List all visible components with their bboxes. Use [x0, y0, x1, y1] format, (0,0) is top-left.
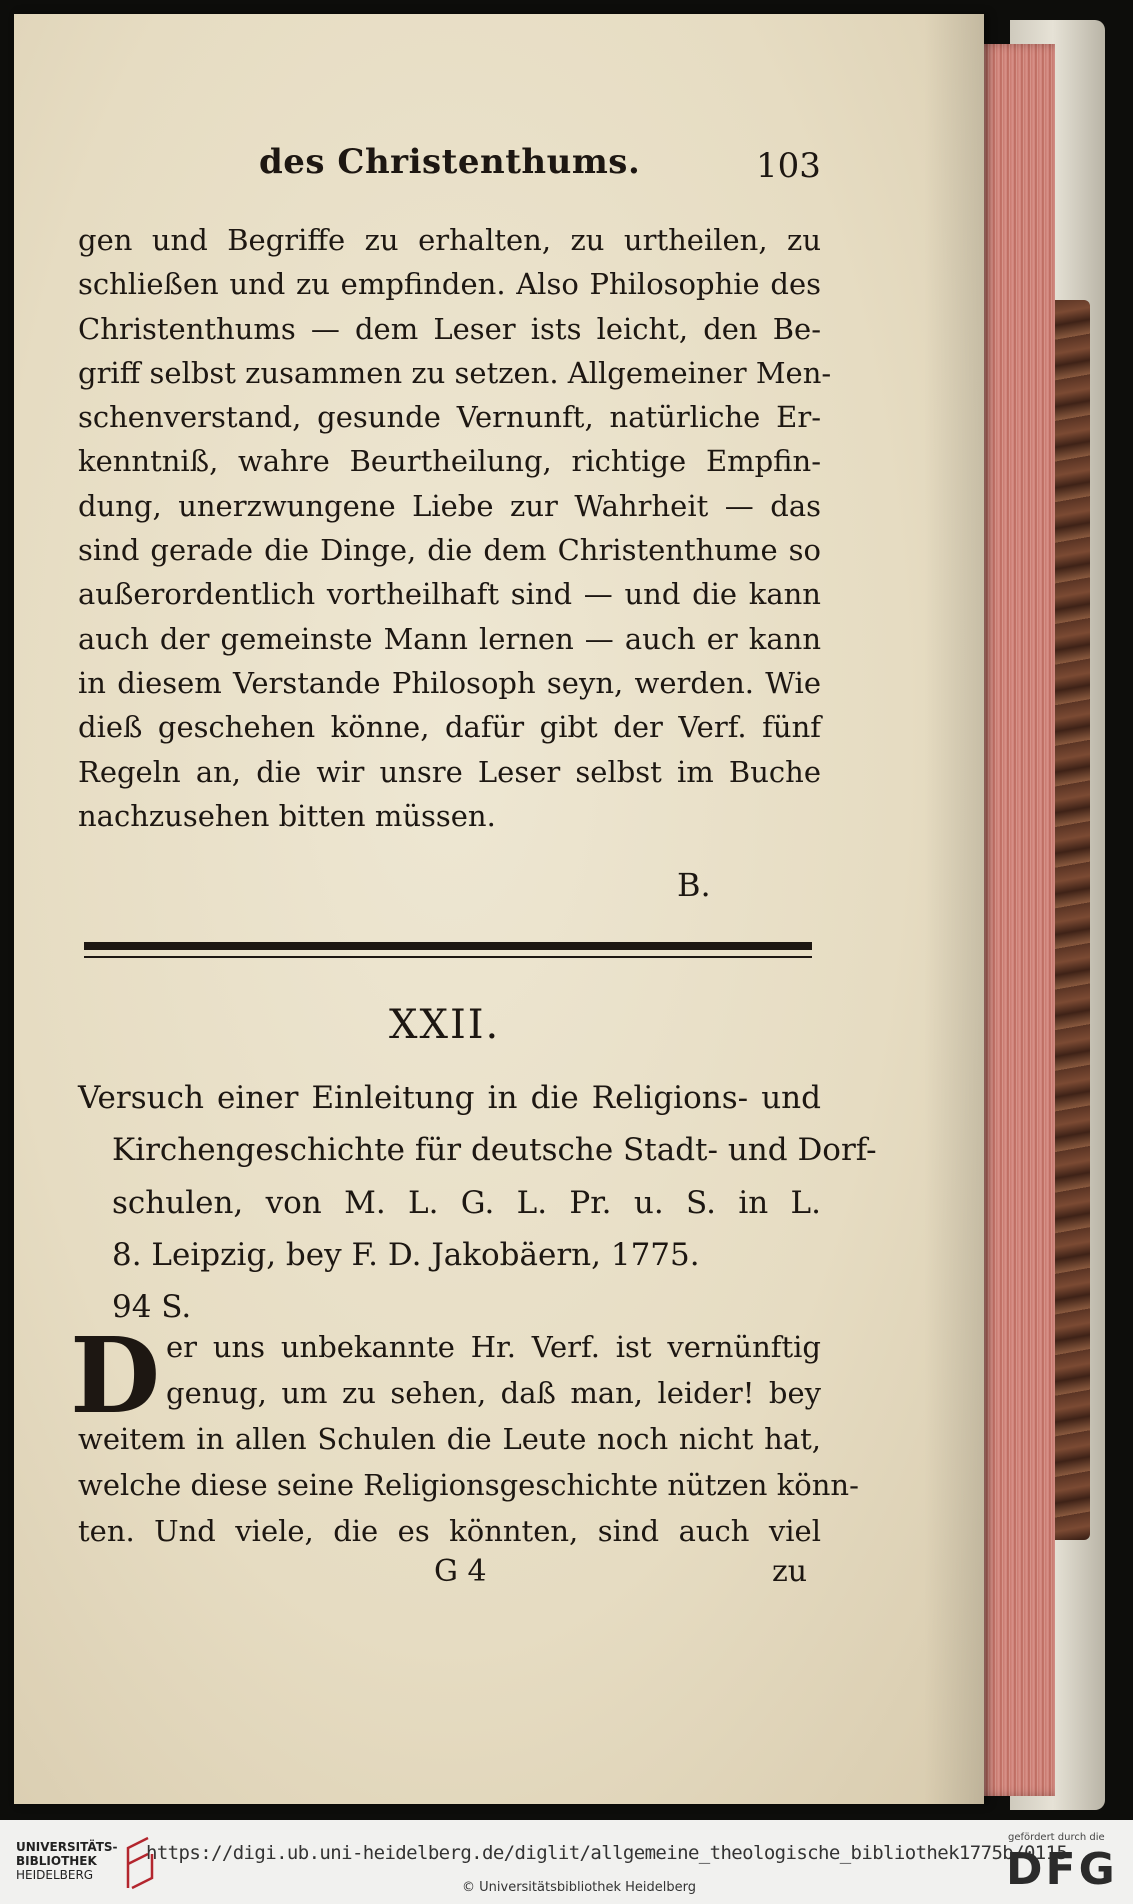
text-line: außerordentlich vortheilhaft sind — und die kann	[78, 577, 821, 612]
title-line: Kirchengeschichte für deutsche Stadt- und Dorf-	[112, 1132, 877, 1169]
text-line: auch der gemeinste Mann lernen — auch er kann	[78, 621, 821, 656]
book-page	[14, 14, 984, 1804]
copyright-notice: © Universitätsbibliothek Heidelberg	[462, 1880, 697, 1895]
page-number: 103	[756, 146, 821, 186]
drop-initial: D	[70, 1314, 161, 1437]
body-line: er uns unbekannte Hr. Verf. ist vernünftig	[166, 1330, 821, 1364]
library-line: BIBLIOTHEK	[16, 1854, 97, 1868]
text-line: griff selbst zusammen zu setzen. Allgemeiner Men-	[78, 355, 832, 390]
body-line: ten. Und viele, die es könnten, sind auch viel	[78, 1514, 821, 1548]
section-number: XXII.	[389, 1002, 501, 1048]
library-line: UNIVERSITÄTS-	[16, 1840, 118, 1854]
marbled-cover-edge	[1050, 300, 1090, 1540]
funding-label: gefördert durch die	[1008, 1832, 1105, 1843]
title-line: schulen, von M. L. G. L. Pr. u. S. in L.	[112, 1184, 821, 1221]
body-text	[78, 1324, 859, 1554]
text-line: dung, unerzwungene Liebe zur Wahrheit — das	[78, 488, 821, 523]
library-line: HEIDELBERG	[16, 1868, 94, 1882]
text-line: schenverstand, gesunde Vernunft, natürliche Er-	[78, 400, 821, 435]
book-title-entry	[78, 1072, 877, 1333]
text-line: kenntniß, wahre Beurtheilung, richtige Empfin-	[78, 444, 821, 479]
library-name	[16, 1840, 118, 1882]
divider-thick	[84, 942, 812, 950]
text-line: Regeln an, die wir unsre Leser selbst im Buche	[78, 754, 821, 789]
red-page-edges	[975, 44, 1055, 1796]
title-line: Versuch einer Einleitung in die Religions- und	[78, 1080, 821, 1116]
text-line: nachzusehen bitten müssen.	[78, 798, 496, 833]
text-line: gen und Begriffe zu erhalten, zu urtheilen, zu	[78, 223, 821, 257]
title-line: 8. Leipzig, bey F. D. Jakobäern, 1775.	[112, 1236, 700, 1273]
text-line: Christenthums — dem Leser ists leicht, den Be-	[78, 311, 821, 346]
text-line: in diesem Verstande Philosoph seyn, werden. Wie	[78, 665, 821, 700]
catchword: zu	[772, 1554, 808, 1589]
body-line: genug, um zu sehen, daß man, leider! bey	[166, 1376, 821, 1410]
title-line: 94 S.	[112, 1289, 192, 1326]
viewer-footer	[0, 1820, 1133, 1904]
reviewer-signature: B.	[677, 866, 711, 904]
signature-mark: G 4	[434, 1554, 487, 1589]
dfg-logo: DFG	[1006, 1844, 1118, 1895]
text-line: sind gerade die Dinge, die dem Christenthume so	[78, 533, 821, 568]
body-line: weitem in allen Schulen die Leute noch nicht hat,	[78, 1422, 821, 1456]
text-line: dieß geschehen könne, dafür gibt der Verf. fünf	[78, 710, 821, 745]
running-header: des Christenthums.	[259, 142, 641, 182]
text-line: schließen und zu empfinden. Also Philosophie des	[78, 267, 821, 302]
divider-thin	[84, 956, 812, 958]
permalink-url[interactable]: https://digi.ub.uni-heidelberg.de/diglit/allgemeine_theologische_bibliothek1775b/0115	[146, 1842, 1068, 1864]
review-text	[78, 218, 832, 838]
body-line: welche diese seine Religionsgeschichte nützen könn-	[78, 1468, 859, 1502]
